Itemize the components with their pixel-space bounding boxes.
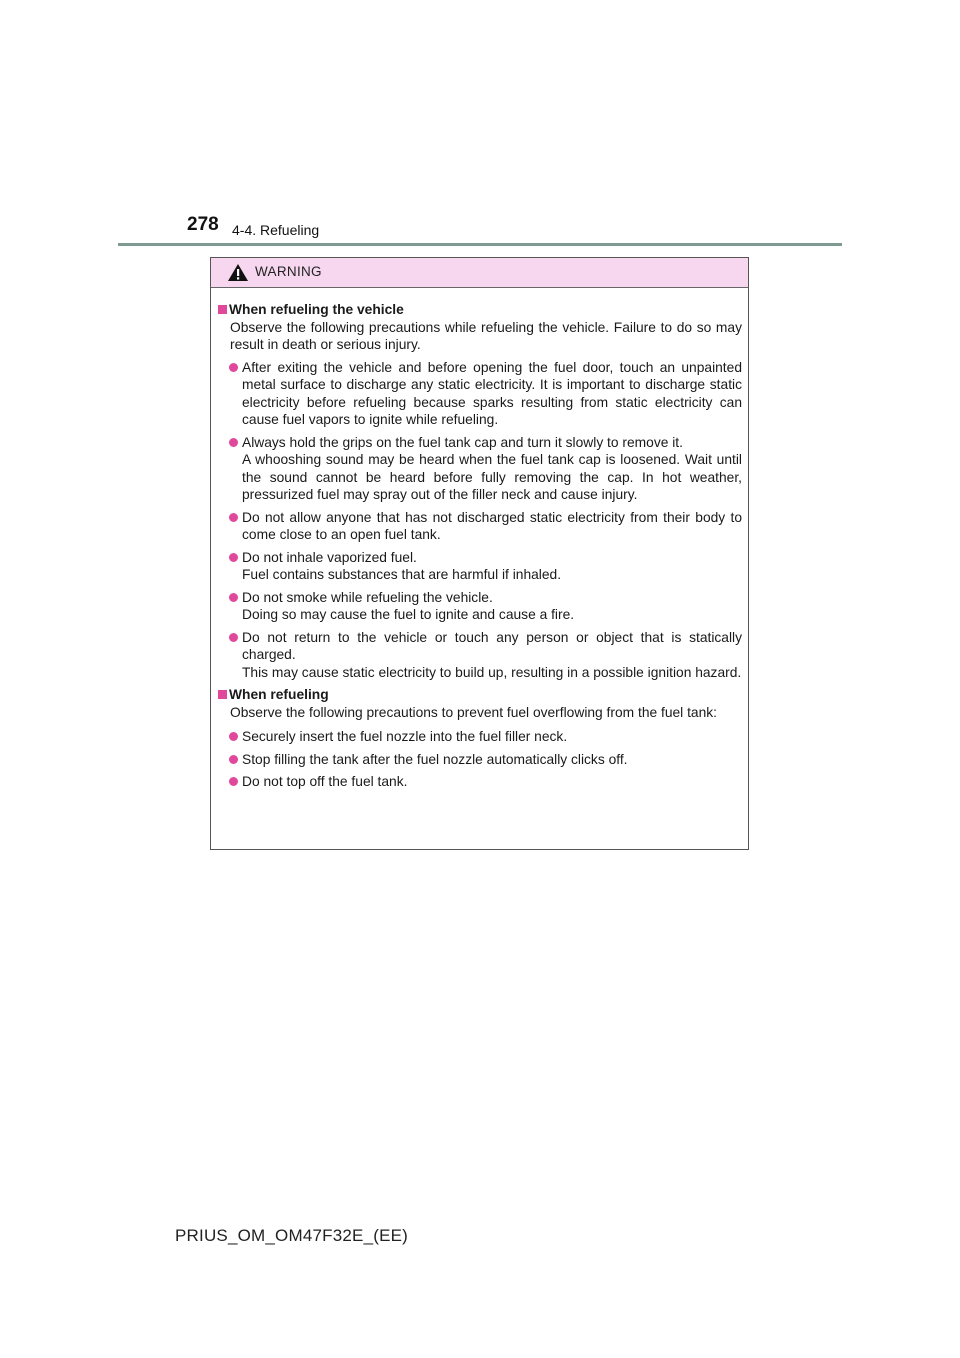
list-item: Do not allow anyone that has not discharged static electricity from their body to come close to an open fuel tank. xyxy=(218,509,742,544)
list-item: Do not top off the fuel tank. xyxy=(218,773,742,791)
list-item: Securely insert the fuel nozzle into the fuel filler neck. xyxy=(218,728,742,746)
circle-bullet-icon xyxy=(229,755,238,764)
document-code: PRIUS_OM_OM47F32E_(EE) xyxy=(175,1226,409,1245)
circle-bullet-icon xyxy=(229,513,238,522)
section-intro: Observe the following precautions to prevent fuel overflowing from the fuel tank: xyxy=(230,704,717,720)
warning-body xyxy=(211,288,748,791)
list-item: Do not inhale vaporized fuel. Fuel contains substances that are harmful if inhaled. xyxy=(218,549,742,584)
section-title: 4-4. Refueling xyxy=(232,222,320,238)
square-bullet-icon xyxy=(218,305,227,314)
section-heading: When refueling the vehicle xyxy=(218,301,742,319)
circle-bullet-icon xyxy=(229,732,238,741)
circle-bullet-icon xyxy=(229,438,238,447)
warning-label: WARNING xyxy=(255,264,322,279)
circle-bullet-icon xyxy=(229,593,238,602)
section-intro: Observe the following precautions while refueling the vehicle. Failure to do so may result in death or serious injury. xyxy=(230,319,742,352)
warning-box xyxy=(210,257,749,850)
circle-bullet-icon xyxy=(229,777,238,786)
list-item: Always hold the grips on the fuel tank cap and turn it slowly to remove it. A whooshing sound may be heard when the fuel tank cap is loosened. Wait until the sound cannot be heard before fully removing the cap. In hot weather, pressurized fuel may spray out of the filler neck and cause injury. xyxy=(218,434,742,504)
circle-bullet-icon xyxy=(229,633,238,642)
square-bullet-icon xyxy=(218,690,227,699)
warning-header xyxy=(211,258,748,288)
list-item: Do not return to the vehicle or touch any person or object that is statically charged. This may cause static electricity to build up, resulting in a possible ignition hazard. xyxy=(218,629,742,682)
list-item: Stop filling the tank after the fuel nozzle automatically clicks off. xyxy=(218,751,742,769)
section-heading: When refueling xyxy=(218,686,742,704)
page-number: 278 xyxy=(187,214,219,235)
circle-bullet-icon xyxy=(229,363,238,372)
list-item: Do not smoke while refueling the vehicle. Doing so may cause the fuel to ignite and cause a fire. xyxy=(218,589,742,624)
circle-bullet-icon xyxy=(229,553,238,562)
list-item: After exiting the vehicle and before opening the fuel door, touch an unpainted metal surface to discharge any static electricity. It is important to discharge static electricity before refueling because sparks resulting from static electricity can cause fuel vapors to ignite while refueling. xyxy=(218,359,742,429)
warning-triangle-icon xyxy=(227,263,249,282)
header-rule xyxy=(118,243,842,246)
